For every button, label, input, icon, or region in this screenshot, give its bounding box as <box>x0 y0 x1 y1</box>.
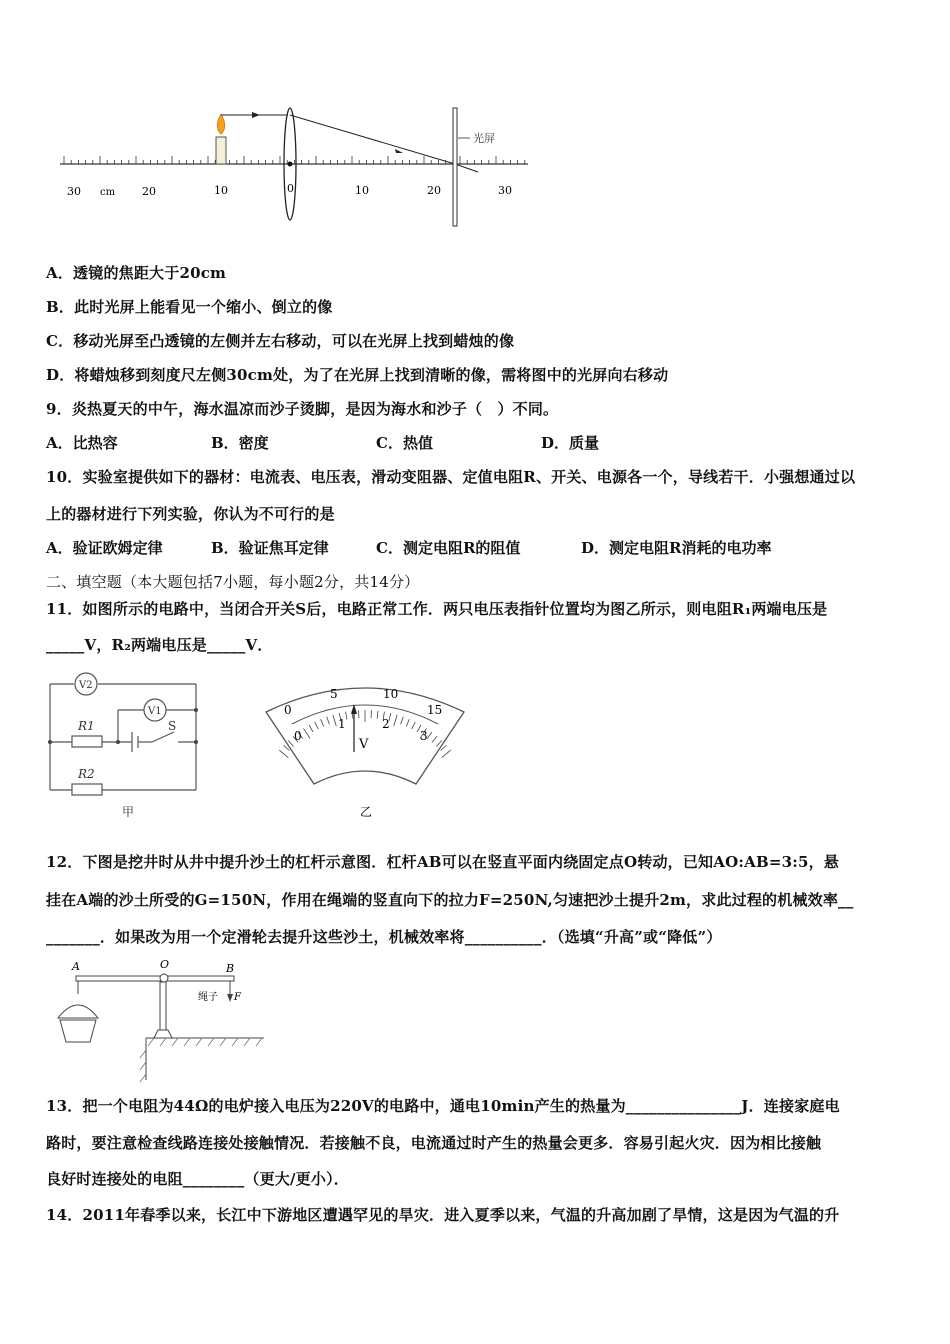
q9-option-d: D．质量 <box>541 434 600 452</box>
q10-option-b: B．验证焦耳定律 <box>211 539 329 557</box>
voltmeter-dial-figure <box>262 672 468 822</box>
dial-top-10: 10 <box>383 687 399 701</box>
q13-line2: 路时，要注意检查线路连接处接触情况．若接触不良，电流通过时产生的热量会更多．容易引起火灾．因为相比接触 <box>46 1134 822 1152</box>
v1-label: V1 <box>148 706 162 717</box>
ruler-label: 20 <box>427 184 441 197</box>
ruler-label: cm <box>100 187 116 198</box>
v2-label: V2 <box>79 680 93 691</box>
q10-option-d: D．测定电阻R消耗的电功率 <box>581 539 772 557</box>
dial-bottom-1: 1 <box>338 717 346 731</box>
r1-label: R1 <box>78 719 95 733</box>
ruler-label: 30 <box>498 184 512 197</box>
resistor-r1 <box>72 736 102 747</box>
light-screen <box>453 108 457 226</box>
q8-option-a: A．透镜的焦距大于20cm <box>46 264 227 282</box>
q13-line3: 良好时连接处的电阻________（更大/更小）． <box>46 1170 349 1188</box>
ruler-label: 20 <box>142 185 156 198</box>
force-label: F <box>234 992 241 1003</box>
dial-bottom-2: 2 <box>382 717 390 731</box>
r2-label: R2 <box>78 767 95 781</box>
resistor-r2 <box>72 784 102 795</box>
lens-figure <box>40 100 540 230</box>
lever-label-b: B <box>226 962 235 975</box>
screen-label: 光屏 <box>473 132 495 145</box>
q9-stem: 9．炎热夏天的中午，海水温凉而沙子烫脚，是因为海水和沙子（ ）不同。 <box>46 400 559 418</box>
q9-option-b: B．密度 <box>211 434 269 452</box>
lever-label-a: A <box>72 960 80 973</box>
lever-label-o: O <box>160 958 170 971</box>
q11-line2: _____V，R₂两端电压是_____V． <box>46 636 273 654</box>
sand-bucket <box>58 1005 98 1018</box>
section-heading: 二、填空题（本大题包括7小题，每小题2分，共14分） <box>46 573 420 591</box>
ruler-label: 0 <box>287 182 294 195</box>
dial-top-5: 5 <box>330 687 338 701</box>
q13-line1: 13．把一个电阻为44Ω的电炉接入电压为220V的电路中，通电10min产生的热量为_______________J．连接家庭电 <box>46 1097 840 1115</box>
switch-label: S <box>168 719 177 733</box>
dial-bottom-0: 0 <box>294 729 302 743</box>
dial-tick <box>442 750 451 758</box>
circuit-figure <box>40 670 210 822</box>
ruler-label: 10 <box>355 184 369 197</box>
lever-beam <box>76 976 234 981</box>
q10-options <box>46 537 771 558</box>
q8-option-c: C．移动光屏至凸透镜的左侧并左右移动，可以在光屏上找到蜡烛的像 <box>46 332 515 350</box>
q8-option-d: D．将蜡烛移到刻度尺左侧30cm处，为了在光屏上找到清晰的像，需将图中的光屏向右移动 <box>46 366 669 384</box>
q14-line1: 14．2011年春季以来，长江中下游地区遭遇罕见的旱灾．进入夏季以来，气温的升高加剧了旱情，这是因为气温的升 <box>46 1206 840 1224</box>
q9-option-a: A．比热容 <box>46 434 118 452</box>
q10-line1: 10．实验室提供如下的器材：电流表、电压表，滑动变阻器、定值电阻R、开关、电源各一个，导线若干．小强想通过以 <box>46 468 856 486</box>
lever-figure <box>50 958 280 1084</box>
rope-label: 绳子 <box>198 992 218 1003</box>
q11-line1: 11．如图所示的电路中，当闭合开关S后，电路正常工作．两只电压表指针位置均为图乙所示，则电阻R₁两端电压是 <box>46 600 828 618</box>
dial-unit: V <box>359 737 369 752</box>
q12-line1: 12．下图是挖井时从井中提升沙土的杠杆示意图．杠杆AB可以在竖直平面内绕固定点O转动，已知AO:AB=3:5，悬 <box>46 853 839 871</box>
q8-option-b: B．此时光屏上能看见一个缩小、倒立的像 <box>46 298 333 316</box>
q10-option-c: C．测定电阻R的阻值 <box>376 539 521 557</box>
ruler-label: 30 <box>67 185 81 198</box>
dial-bottom-3: 3 <box>420 729 428 743</box>
q9-option-c: C．热值 <box>376 434 433 452</box>
q10-option-a: A．验证欧姆定律 <box>46 539 163 557</box>
candle-flame <box>217 114 225 134</box>
ruler-label: 10 <box>214 184 228 197</box>
candle <box>216 137 226 164</box>
q10-line2: 上的器材进行下列实验，你认为不可行的是 <box>46 505 335 523</box>
q12-line3: _______．如果改为用一个定滑轮去提升这些沙土，机械效率将__________．（选填“升高”或“降低”） <box>46 928 722 946</box>
dial-top-0: 0 <box>284 703 292 717</box>
dial-top-15: 15 <box>427 703 443 717</box>
dial-tick <box>279 750 288 758</box>
q12-line2: 挂在A端的沙土所受的G=150N，作用在绳端的竖直向下的拉力F=250N,匀速把沙土提升2m，求此过程的机械效率__ <box>46 891 854 909</box>
figure-caption-jia: 甲 <box>122 805 135 819</box>
q9-options <box>46 432 599 453</box>
figure-caption-yi: 乙 <box>360 805 373 819</box>
